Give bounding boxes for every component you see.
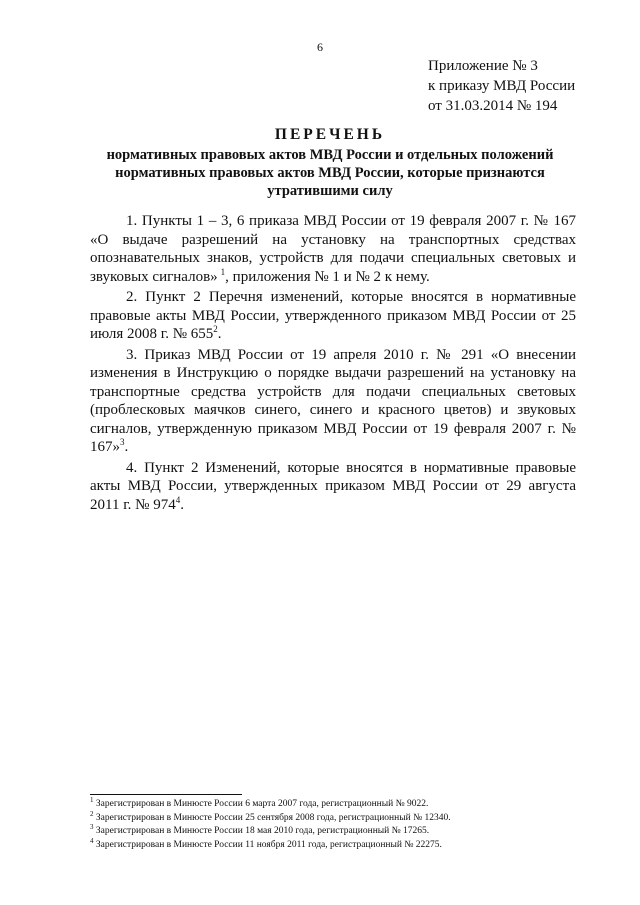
list-item (90, 346, 576, 457)
appendix-header (428, 56, 575, 116)
footnote-ref: 4 (175, 494, 181, 505)
appendix-line-1: Приложение № 3 (428, 58, 538, 74)
footnote-ref: 2 (213, 324, 218, 334)
footnote-text: Зарегистрирован в Минюсте России 6 марта 2007 года, регистрационный № 9022. (95, 799, 429, 809)
footnote-number: 2 (90, 809, 94, 818)
footnote (90, 795, 570, 812)
item-text: 3. Приказ МВД России от 19 апреля 2010 г. № 291 «О внесении изменения в Инструкцию о порядке выдачи разрешений на установку на транспортные средства устройств для подачи специальных световых (проблесковых маячков синего, синего и красного цветов) и звуковых сигналов, утвержденную приказом МВД России от 19 февраля 2007 г. № 167» (90, 346, 576, 455)
footnote-text: Зарегистрирован в Минюсте России 11 ноября 2011 года, регистрационный № 22275. (95, 839, 442, 850)
page-number: 6 (317, 40, 323, 54)
footnote (90, 822, 570, 839)
item-text-tail: . (217, 326, 222, 342)
item-text: 1. Пункты 1 – 3, 6 приказа МВД России от 19 февраля 2007 г. № 167 «О выдаче разрешений на установку на транспортных средствах опознавательных знаков, устройств для подачи специальных световых и звуковых сигналов» (90, 213, 576, 285)
footnote-number: 4 (90, 836, 94, 845)
title-line-2: нормативных правовых актов МВД России, которые признаются (115, 165, 545, 181)
title-line-3: утратившими силу (267, 183, 393, 199)
footnote-number: 3 (90, 822, 94, 831)
list-item (90, 288, 576, 344)
footnote-ref: 1 (220, 266, 226, 277)
footnote-number: 1 (90, 795, 94, 804)
document-title (80, 126, 580, 200)
footnote-text: Зарегистрирован в Минюсте России 18 мая 2010 года, регистрационный № 17265. (95, 826, 430, 836)
footnote (90, 836, 570, 853)
footnote-text: Зарегистрирован в Минюсте России 25 сентября 2008 года, регистрационный № 12340. (95, 812, 451, 823)
list-item (90, 459, 576, 515)
item-text-tail: . (180, 496, 184, 513)
title-line-1: нормативных правовых актов МВД России и отдельных положений (106, 147, 554, 163)
item-text-tail: . (124, 439, 129, 455)
footnote-ref: 3 (120, 437, 125, 447)
item-text: 4. Пункт 2 Изменений, которые вносятся в нормативные правовые акты МВД России, утвержденных приказом МВД России от 29 августа 2011 г. № 974 (90, 459, 576, 513)
footnote (90, 809, 570, 826)
document-body (90, 212, 576, 516)
appendix-line-3: от 31.03.2014 № 194 (428, 98, 558, 114)
list-item (90, 212, 576, 286)
footnotes (90, 795, 570, 852)
item-text-tail: , приложения № 1 и № 2 к нему. (225, 268, 430, 285)
item-text: 2. Пункт 2 Перечня изменений, которые вносятся в нормативные правовые акты МВД России, утвержденного приказом МВД России от 25 июля 2008 г. № 655 (90, 289, 576, 342)
footnote-divider (90, 794, 242, 795)
appendix-line-2: к приказу МВД России (428, 78, 576, 94)
title-main: ПЕРЕЧЕНЬ (274, 126, 386, 143)
